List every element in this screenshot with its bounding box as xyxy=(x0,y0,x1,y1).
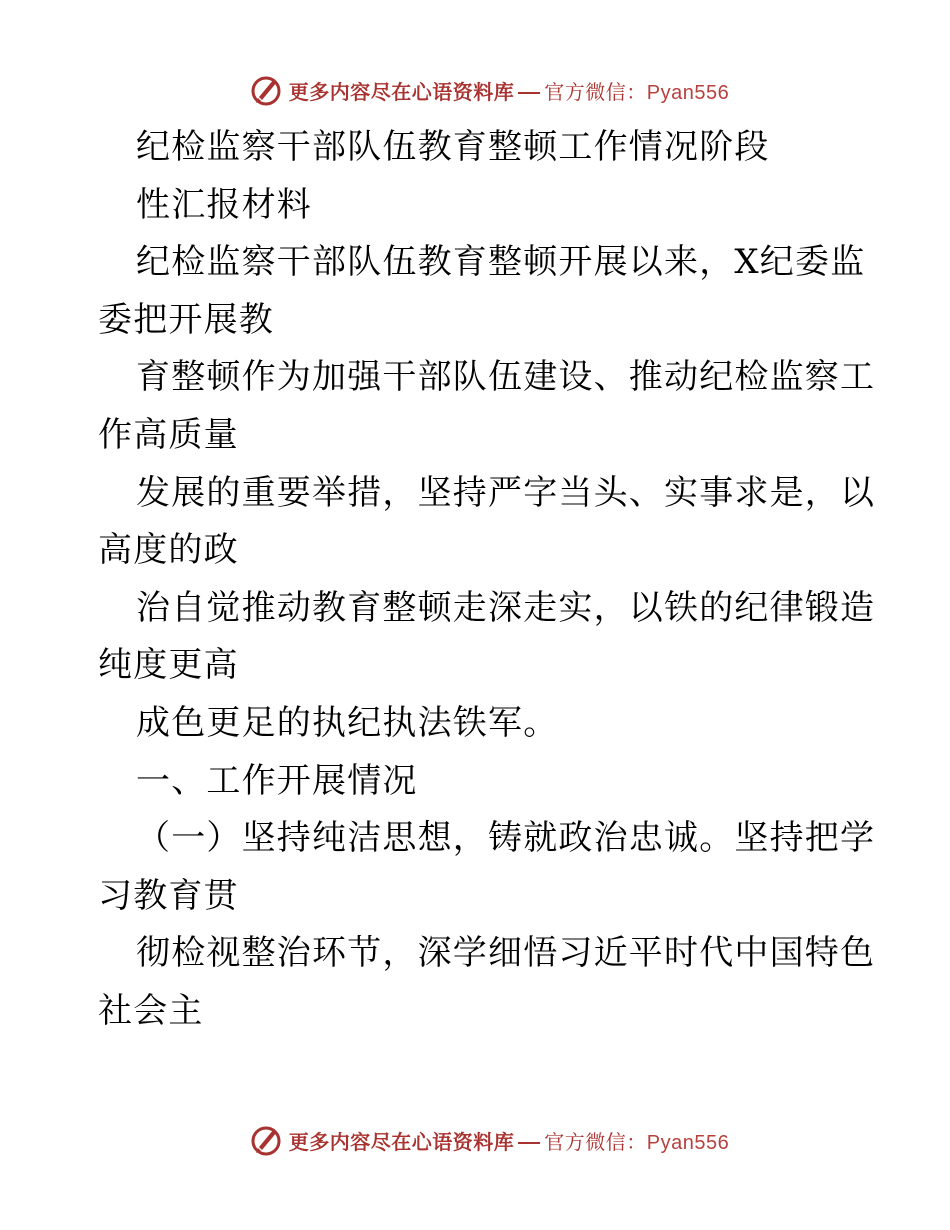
text-line: 发展的重要举措，坚持严字当头、实事求是，以 xyxy=(136,472,876,513)
header-banner-sub: 官方微信： xyxy=(544,79,647,104)
text-line: 成色更足的执纪执法铁军。 xyxy=(136,702,559,743)
footer-banner-main: 更多内容尽在心语资料库 xyxy=(288,1129,515,1154)
text-line: 性汇报材料 xyxy=(136,184,312,225)
document-body xyxy=(98,119,876,1041)
text-line: 治自觉推动教育整顿走深走实，以铁的纪律锻造 xyxy=(136,587,876,628)
text-line: 育整顿作为加强干部队伍建设、推动纪检监察工 xyxy=(136,357,876,398)
header-banner-main: 更多内容尽在心语资料库 xyxy=(288,79,515,104)
text-line: 高度的政 xyxy=(98,530,239,571)
footer-banner xyxy=(0,1120,950,1160)
text-line: 彻检视整治环节，深学细悟习近平时代中国特色 xyxy=(136,933,876,974)
text-line: 委把开展教 xyxy=(98,299,274,340)
header-banner-text xyxy=(289,76,729,105)
header-banner-inner xyxy=(221,73,729,107)
footer-banner-dash xyxy=(518,1142,540,1144)
header-banner-dash xyxy=(518,92,540,94)
footer-banner-inner xyxy=(221,1123,729,1157)
text-line: （一）坚持纯洁思想，铸就政治忠诚。坚持把学 xyxy=(136,818,876,859)
header-banner xyxy=(0,70,950,110)
header-banner-id: Pyan556 xyxy=(646,81,730,104)
quill-logo-icon xyxy=(249,73,283,107)
text-line: 习教育贯 xyxy=(98,875,239,916)
footer-banner-id: Pyan556 xyxy=(646,1131,730,1154)
footer-banner-sub: 官方微信： xyxy=(544,1129,647,1154)
quill-logo-icon xyxy=(249,1123,283,1157)
text-line: 纪检监察干部队伍教育整顿开展以来，X纪委监 xyxy=(136,242,866,283)
text-line: 社会主 xyxy=(98,990,204,1031)
footer-banner-text xyxy=(289,1126,729,1155)
text-line: 纯度更高 xyxy=(98,645,239,686)
text-line: 一、工作开展情况 xyxy=(136,760,418,801)
text-line: 作高质量 xyxy=(98,414,239,455)
text-line: 纪检监察干部队伍教育整顿工作情况阶段 xyxy=(136,127,770,167)
